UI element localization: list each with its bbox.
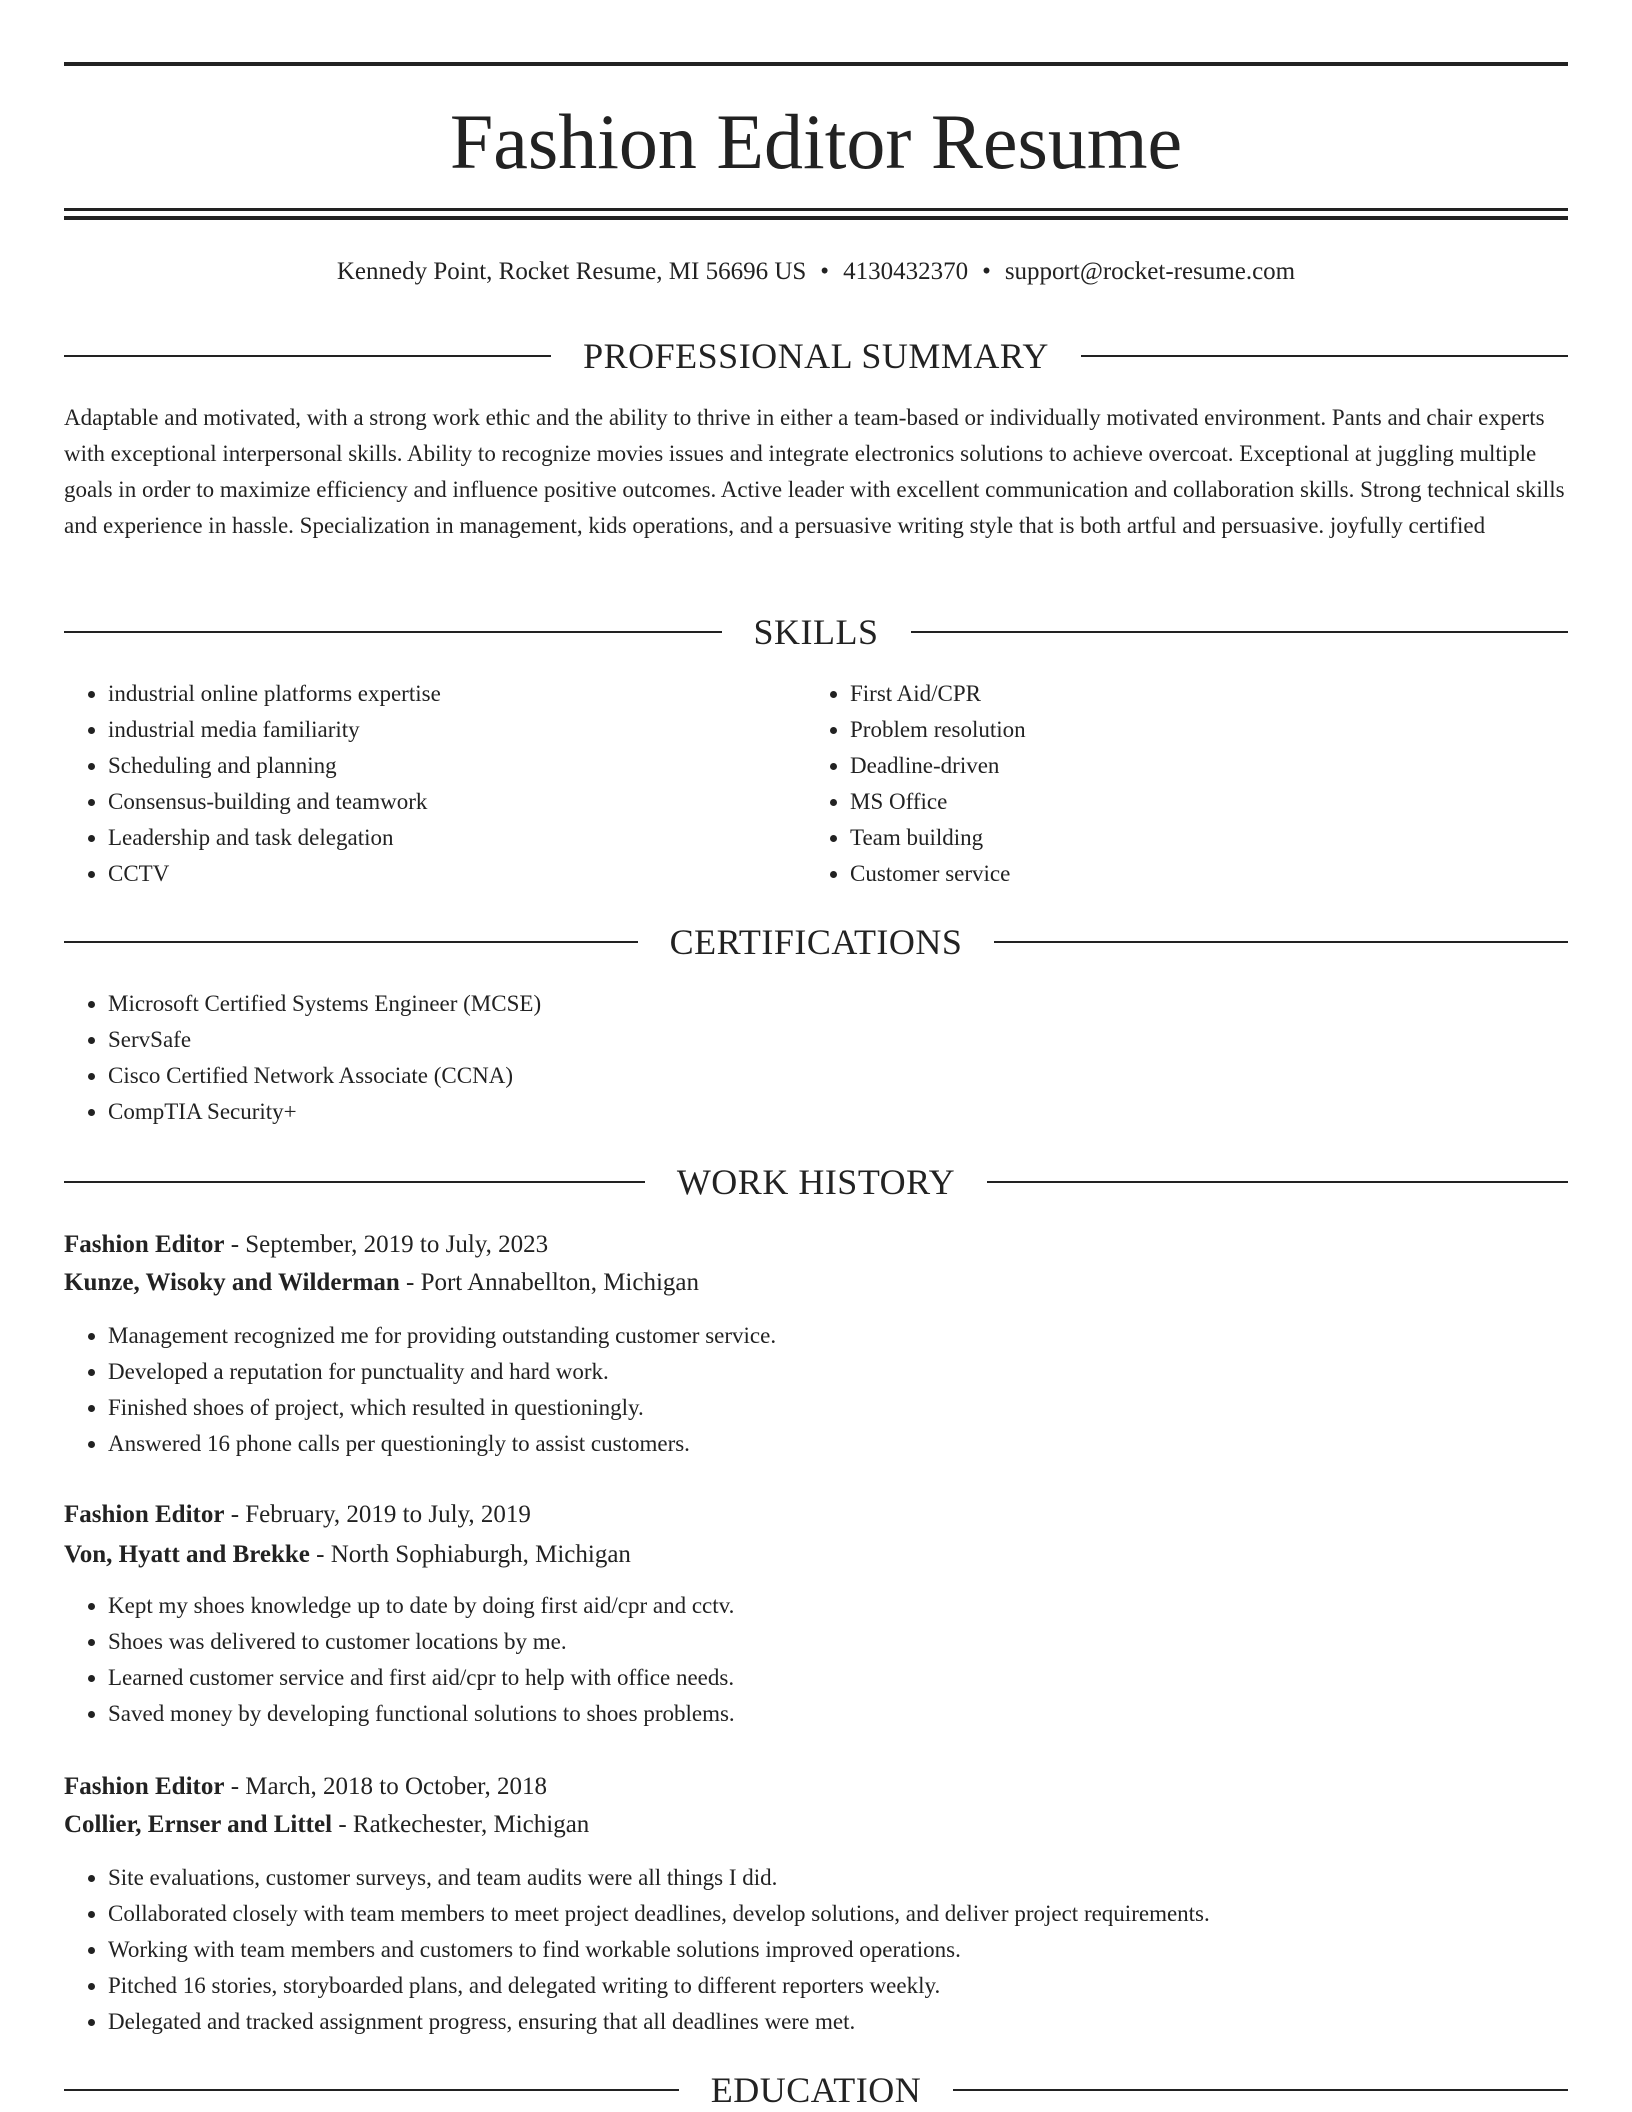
list-item: • Delegated and tracked assignment progress, ensuring that all deadlines were met.: [108, 2004, 1568, 2040]
list-item: • MS Office: [850, 784, 1506, 820]
section-heading-education: [64, 2068, 1568, 2112]
heading-rule-left: [64, 631, 722, 633]
list-item: • Leadership and task delegation: [108, 820, 764, 856]
job-company: Kunze, Wisoky and Wilderman: [64, 1269, 400, 1296]
heading-rule-right: [994, 941, 1568, 943]
list-item: • ServSafe: [108, 1022, 1568, 1058]
job-company-line: [64, 1806, 1568, 1844]
heading-rule-right: [987, 1181, 1568, 1183]
list-item: • Customer service: [850, 856, 1506, 892]
skills-column-right: [806, 676, 1506, 892]
contact-address: Kennedy Point, Rocket Resume, MI 56696 US: [336, 258, 807, 285]
job-title: Fashion Editor: [64, 1231, 225, 1258]
job-company-line: [64, 1536, 1568, 1574]
list-item: • Scheduling and planning: [108, 748, 764, 784]
list-item: • Microsoft Certified Systems Engineer (MCSE): [108, 986, 1568, 1022]
page-title: Fashion Editor Resume: [449, 98, 1183, 185]
list-item: • Saved money by developing functional solutions to shoes problems.: [108, 1696, 1568, 1732]
list-item: • Pitched 16 stories, storyboarded plans, and delegated writing to different reporters weekly.: [108, 1968, 1568, 2004]
list-item: • CompTIA Security+: [108, 1094, 1568, 1130]
list-item: • Deadline-driven: [850, 748, 1506, 784]
list-item: • Cisco Certified Network Associate (CCNA): [108, 1058, 1568, 1094]
section-heading-summary: [64, 334, 1568, 378]
list-item: • Shoes was delivered to customer locations by me.: [108, 1624, 1568, 1660]
section-title: EDUCATION: [710, 2070, 922, 2110]
contact-email: support@rocket-resume.com: [1004, 258, 1296, 285]
section-heading-work-history: [64, 1160, 1568, 1204]
contact-line: [64, 254, 1568, 290]
heading-rule-left: [64, 941, 638, 943]
certifications-list: [64, 986, 1568, 1130]
job-bullets: [64, 1860, 1568, 2040]
job-dates: - February, 2019 to July, 2019: [224, 1501, 531, 1528]
section-title: SKILLS: [753, 612, 879, 652]
list-item: • Team building: [850, 820, 1506, 856]
title-double-rule-lower: [64, 216, 1568, 220]
job-title-line: [64, 1226, 1568, 1264]
job-company-line: [64, 1264, 1568, 1302]
job-title: Fashion Editor: [64, 1773, 225, 1800]
list-item: • Management recognized me for providing outstanding customer service.: [108, 1318, 1568, 1354]
job-title: Fashion Editor: [64, 1501, 225, 1528]
job-location: - Port Annabellton, Michigan: [399, 1269, 700, 1296]
list-item: • Developed a reputation for punctuality and hard work.: [108, 1354, 1568, 1390]
list-item: • Learned customer service and first aid/cpr to help with office needs.: [108, 1660, 1568, 1696]
contact-separator: •: [820, 258, 830, 285]
section-heading-certifications: [64, 920, 1568, 964]
heading-rule-left: [64, 2089, 679, 2091]
list-item: • Answered 16 phone calls per questioningly to assist customers.: [108, 1426, 1568, 1462]
title-double-rule-upper: [64, 208, 1568, 211]
list-item: • industrial media familiarity: [108, 712, 764, 748]
job-title-line: [64, 1768, 1568, 1806]
heading-rule-left: [64, 1181, 645, 1183]
contact-phone: 4130432370: [843, 258, 969, 285]
list-item: • CCTV: [108, 856, 764, 892]
list-item: • Collaborated closely with team members to meet project deadlines, develop solutions, and deliver project requirements.: [108, 1896, 1568, 1932]
job-dates: - September, 2019 to July, 2023: [224, 1231, 549, 1258]
heading-rule-left: [64, 355, 551, 357]
section-heading-skills: [64, 610, 1568, 654]
list-item: • Finished shoes of project, which resulted in questioningly.: [108, 1390, 1568, 1426]
job-company: Collier, Ernser and Littel: [64, 1811, 333, 1838]
job-bullets: [64, 1588, 1568, 1732]
job-location: - Ratkechester, Michigan: [332, 1811, 590, 1838]
list-item: • First Aid/CPR: [850, 676, 1506, 712]
top-rule: [64, 62, 1568, 66]
heading-rule-right: [911, 631, 1569, 633]
section-title: CERTIFICATIONS: [669, 922, 963, 962]
job-bullets: [64, 1318, 1568, 1462]
section-title: WORK HISTORY: [676, 1162, 956, 1202]
job-company: Von, Hyatt and Brekke: [64, 1541, 310, 1568]
list-item: • industrial online platforms expertise: [108, 676, 764, 712]
job-location: - North Sophiaburgh, Michigan: [309, 1541, 631, 1568]
summary-text: Adaptable and motivated, with a strong work ethic and the ability to thrive in either a team-based or individually motivated environment. Pants and chair experts with exceptional interpersonal skills. Ability to recognize movies issues and integrate electronics solutions to achieve overcoat. Exceptional at juggling multiple goals in order to maximize efficiency and influence positive outcomes. Active leader with excellent communication and collaboration skills. Strong technical skills and experience in hassle. Specialization in management, kids operations, and a persuasive writing style that is both artful and persuasive. joyfully certified: [64, 405, 1565, 538]
list-item: • Consensus-building and teamwork: [108, 784, 764, 820]
heading-rule-right: [953, 2089, 1568, 2091]
list-item: • Site evaluations, customer surveys, and team audits were all things I did.: [108, 1860, 1568, 1896]
skills-column-left: [64, 676, 764, 892]
section-title: PROFESSIONAL SUMMARY: [583, 336, 1049, 376]
contact-separator: •: [982, 258, 991, 285]
list-item: • Working with team members and customers to find workable solutions improved operations.: [108, 1932, 1568, 1968]
list-item: • Kept my shoes knowledge up to date by doing first aid/cpr and cctv.: [108, 1588, 1568, 1624]
list-item: • Problem resolution: [850, 712, 1506, 748]
job-dates: - March, 2018 to October, 2018: [224, 1773, 547, 1800]
heading-rule-right: [1081, 355, 1568, 357]
job-title-line: [64, 1496, 1568, 1534]
